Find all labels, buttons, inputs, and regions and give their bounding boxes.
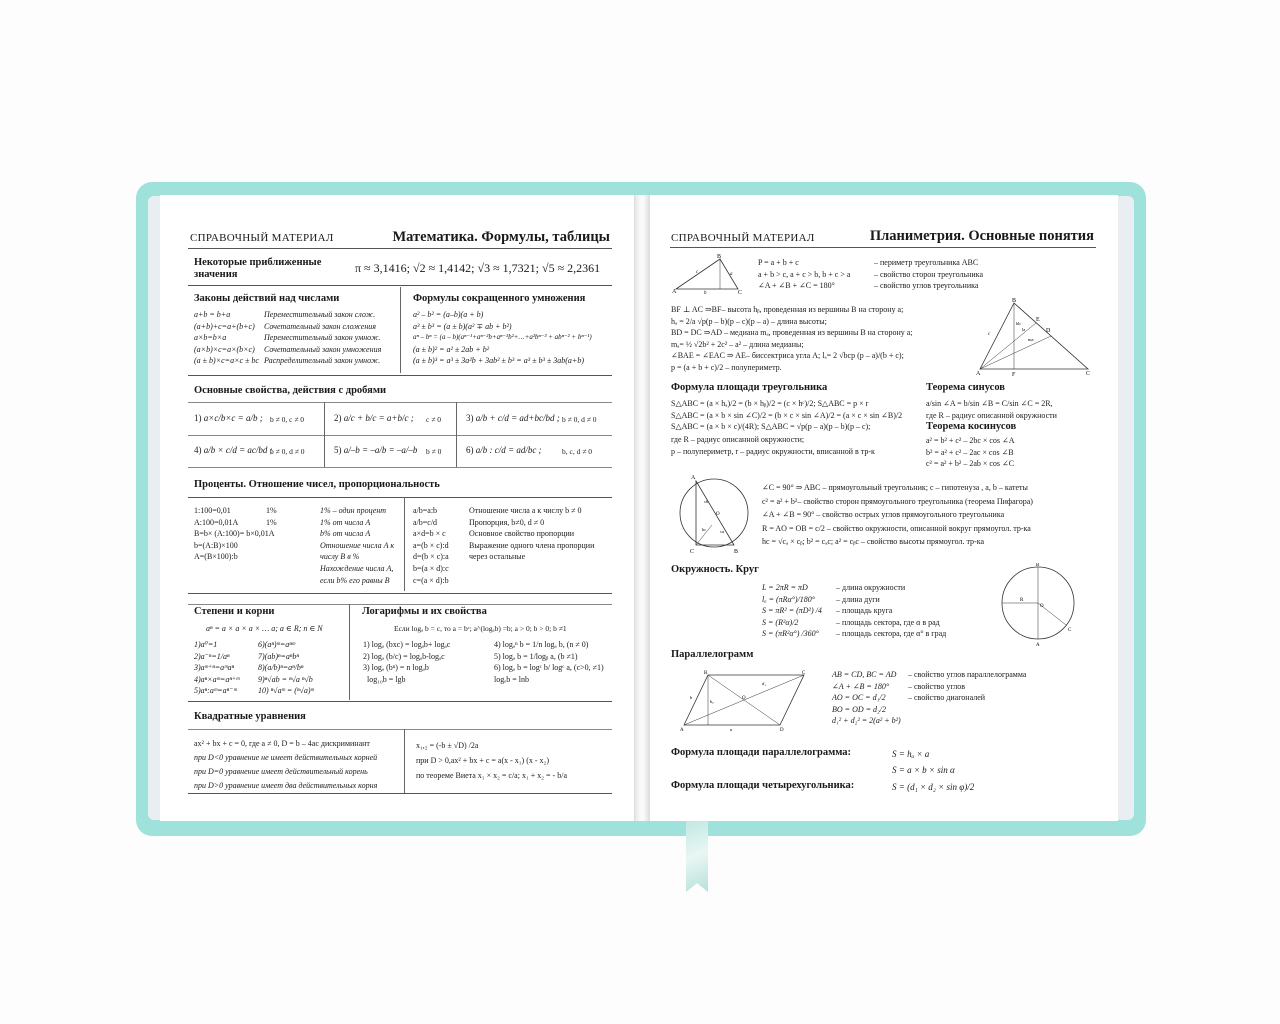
svg-text:D: D <box>780 728 784 733</box>
power-rule: 1)a⁰=1 <box>194 640 218 649</box>
sines-formula: где R – радиус описанной окружности <box>926 410 1057 420</box>
svg-text:a: a <box>730 272 733 277</box>
right-page <box>650 195 1118 821</box>
powers-colA <box>194 639 239 697</box>
area-formula: S△ABC = (a × b × sin ∠C)/2 = (b × c × sin ∠A)/2 = (a × c × sin ∠B)/2 <box>671 410 903 420</box>
circle-formula: S = (R²α)/2 <box>762 617 799 627</box>
triangle-line: p = (a + b + c)/2 – полупериметр. <box>671 362 782 372</box>
svg-text:b: b <box>704 291 707 295</box>
right-header-small: СПРАВОЧНЫЙ МАТЕРИАЛ <box>671 232 815 244</box>
svg-text:D: D <box>1046 328 1051 334</box>
law-name: Переместительный закон слож. <box>264 310 376 319</box>
laws-names <box>264 309 381 367</box>
quadratic-line: при D<0 уравнение не имеет действительных корней <box>194 753 378 762</box>
circle-formula: S = (πR²α°) /360° <box>762 629 819 639</box>
quadratic-left <box>194 736 377 793</box>
power-rule: 7)(ab)ⁿ=aⁿbⁿ <box>258 651 299 661</box>
svg-text:C: C <box>802 671 806 676</box>
right-triangle-circle-diagram <box>676 473 752 555</box>
triangle-formula: a + b > c, a + c > b, b + c > a <box>758 269 851 279</box>
proportion-formula: d=(b × c):a <box>413 552 449 562</box>
short-mult-formula: a² – b² = (a–b)(a + b) <box>413 310 484 319</box>
circle-desc <box>836 582 946 640</box>
svg-text:d₁: d₁ <box>762 681 766 686</box>
percent-desc: 1% от числа A <box>320 517 371 527</box>
divider <box>188 701 612 702</box>
cosines-title: Теорема косинусов <box>926 421 1017 432</box>
cosines-formula: c² = a² + b² – 2ab × cos ∠C <box>926 459 1015 469</box>
proportion-formula: a/b=a:b <box>413 506 438 515</box>
area-quad-label: Формула площади четырехугольника: <box>671 780 855 791</box>
svg-text:B: B <box>717 254 722 260</box>
proportion-formula: c=(a × d):b <box>413 575 449 585</box>
triangle-desc: – свойство углов треугольника <box>874 281 979 291</box>
svg-text:C: C <box>690 549 695 555</box>
svg-text:A: A <box>691 475 696 481</box>
proportion-desc: Отношение числа a к числу b ≠ 0 <box>469 506 582 515</box>
percent-formula: b=(A:B)×100 <box>194 540 238 550</box>
triangle-desc: – свойство сторон треугольника <box>874 269 983 279</box>
percent-formula: 1:100=0,01 <box>194 506 231 515</box>
right-tri-formula: R = AO = OB = c/2 – свойство окружности, описанной вокруг прямоугол. тр-ка <box>762 523 1031 533</box>
proportion-formula: a=(b × c):d <box>413 540 449 550</box>
parallelogram-formula: ∠A + ∠B = 180° <box>832 681 890 691</box>
proportion-desc: Выражение одного члена пропорции <box>469 540 595 550</box>
fraction-expr: a/b × c/d = ac/bd ; <box>203 445 273 455</box>
svg-text:la: la <box>1022 327 1026 332</box>
right-tri-formula: hc = √cₐ × cᵦ; b² = cₐc; a² = cᵦc – свойство высоты прямоугол. тр-ка <box>762 537 985 546</box>
parallelogram-formulas <box>832 669 901 727</box>
approx-label: Некоторые приближенные значения <box>194 257 322 280</box>
power-rule: 3)aᵐ⁺ⁿ=aᵐaⁿ <box>194 663 234 673</box>
short-mult-formula: aⁿ – bⁿ = (a – b)(aⁿ⁻¹+aⁿ⁻²b+aⁿ⁻³b²+…+a²bⁿ⁻³ + abⁿ⁻² + bⁿ⁻¹) <box>413 333 592 342</box>
divider <box>188 285 612 286</box>
divider <box>400 287 401 373</box>
fraction-formula-4 <box>194 445 273 457</box>
fraction-formula-3 <box>466 413 560 425</box>
parallelogram-desc-line: – свойство углов <box>908 681 965 691</box>
bookmark-ribbon <box>686 818 708 892</box>
svg-text:B: B <box>734 549 739 555</box>
divider <box>188 402 612 403</box>
right-header-title: Планиметрия. Основные понятия <box>869 228 1094 244</box>
svg-text:C: C <box>1068 628 1072 633</box>
fraction-condition: b ≠ 0, c ≠ 0 <box>270 415 305 424</box>
parallelogram-formula: AB = CD, BC = AD <box>832 670 897 679</box>
area-parallelogram-formula-2: S = a × b × sin α <box>892 765 955 775</box>
log-rule: 2) logₐ (b/c) = logₐb-logₐc <box>363 651 445 661</box>
circle-desc-line: – длина дуги <box>836 594 880 604</box>
circle-formula: lₐ = (πRα°)/180° <box>762 594 816 604</box>
short-mult-formula: (a ± b)² = a² ± 2ab + b² <box>413 344 490 354</box>
svg-text:B: B <box>1036 563 1040 568</box>
fraction-num: 6) <box>466 445 474 455</box>
law-name: Сочетательный закон сложения <box>264 321 377 331</box>
sines-formula: a/sin ∠A = b/sin ∠B = C/sin ∠C = 2R, <box>926 399 1053 408</box>
parallelogram-desc-line: – свойство углов параллелограмма <box>908 670 1027 679</box>
svg-text:R: R <box>1020 598 1024 603</box>
law-formula: (a ± b)×c=a×c ± bc <box>194 356 259 366</box>
fraction-condition: c ≠ 0 <box>426 415 441 424</box>
fraction-num: 3) <box>466 413 474 423</box>
percent-unit: 1% <box>266 517 277 527</box>
triangle-line: BD = DC ⇒AD – медиана mₐ, проведенная из вершины B на сторону a; <box>671 328 913 338</box>
right-triangle-rows <box>762 481 1033 549</box>
svg-text:A: A <box>1036 643 1040 647</box>
fraction-num: 5) <box>334 445 342 455</box>
log-rule: 6) logₐ b = logᶜ b/ logᶜ a, (c>0, ≠1) <box>494 663 604 673</box>
svg-text:hc: hc <box>702 527 707 532</box>
power-rule: 10) ⁿ√aᵐ = (ⁿ√a)ᵐ <box>258 686 314 696</box>
parallelogram-desc <box>908 669 1026 704</box>
quadratic-line: при D>0 уравнение имеет два действительных корня <box>194 781 378 790</box>
svg-text:F: F <box>1012 372 1016 377</box>
svg-text:A: A <box>680 728 684 733</box>
svg-text:ma: ma <box>1028 337 1034 342</box>
circle-title: Окружность. Круг <box>671 564 759 575</box>
logs-title: Логарифмы и их свойства <box>362 606 487 617</box>
percent-desc: Отношение числа A к числу B в % <box>320 540 395 562</box>
quadratic-line: при D > 0,ax² + bx + c = a(x - x₁) (x - x₂) <box>416 756 549 765</box>
area-rows <box>671 398 902 457</box>
power-rule: 2)a⁻ⁿ=1/aⁿ <box>194 651 230 661</box>
divider <box>188 604 612 605</box>
fraction-formula-5 <box>334 445 417 457</box>
triangle-desc: – периметр треугольника ABC <box>874 258 979 267</box>
logs-colA <box>363 639 450 685</box>
log-rule: logₑb = lnb <box>494 674 530 684</box>
fraction-expr: a/–b = –a/b = –a/–b <box>343 445 418 455</box>
power-rule: 5)aⁿ:aᵐ=aⁿ⁻ᵐ <box>194 686 237 696</box>
divider <box>349 604 350 700</box>
circle-formulas <box>762 582 822 640</box>
divider <box>188 375 612 376</box>
percent-formula: B=b× (A:100)= b×0,01A <box>194 529 275 539</box>
laws-formulas <box>194 309 259 367</box>
triangle-heights-diagram <box>976 297 1092 377</box>
fraction-expr: a/b + c/d = ad+bc/bd ; <box>475 413 560 423</box>
percent-col1 <box>194 505 275 563</box>
cosines-formula: b² = a² + c² – 2ac × cos ∠B <box>926 447 1014 457</box>
percent-desc: Нахождение числа A, если b% его равны B <box>320 563 394 585</box>
left-header-title: Математика. Формулы, таблицы <box>392 229 610 245</box>
svg-text:C: C <box>738 290 743 295</box>
law-formula: (a×b)×c=a×(b×c) <box>194 344 255 354</box>
right-tri-formula: c² = a² + b²– свойство сторон прямоугольного треугольника (теорема Пифагора) <box>762 496 1033 506</box>
svg-text:b: b <box>690 695 693 700</box>
svg-text:C: C <box>1086 371 1091 377</box>
fraction-expr: a/c + b/c = a+b/c ; <box>343 413 414 423</box>
proportion-formula: a/b=c/d <box>413 517 438 527</box>
area-formula: p – полупериметр, r – радиус окружности, вписанной в тр-к <box>671 446 875 456</box>
percent-desc: b% от числа A <box>320 529 371 539</box>
quadratic-line: ax² + bx + c = 0, где a ≠ 0, D = b – 4ac дискриминант <box>194 739 370 748</box>
log-rule: 3) logₐ (bⁿ) = n logₐb <box>363 663 429 673</box>
percent-col5 <box>469 505 594 563</box>
svg-text:hₐ: hₐ <box>710 699 714 704</box>
fraction-formula-6 <box>466 445 542 457</box>
law-formula: a+b = b+a <box>194 310 231 319</box>
triangle-line: mₐ= ½ √2b² + 2c² – a² – длина медианы; <box>671 339 804 349</box>
area-formula: S△ABC = (a × b × c)/(4R); S△ABC = √p(p – a)(p – b)(p – c); <box>671 422 871 432</box>
laws-title: Законы действий над числами <box>194 293 340 304</box>
left-header-small: СПРАВОЧНЫЙ МАТЕРИАЛ <box>190 232 334 244</box>
svg-text:B: B <box>1012 298 1017 304</box>
svg-text:O: O <box>716 512 720 517</box>
logs-def: Если logₐ b = c, то a = bᶜ; a^(logₐb) =b; a > 0; b > 0; b ≠1 <box>394 624 567 633</box>
divider <box>188 793 612 794</box>
law-name: Сочетательный закон умножения <box>264 344 382 354</box>
log-rule: 1) logₐ (bxc) = logₐb+ logₐc <box>363 640 451 649</box>
cosines-formula: a² = b² + c² – 2bc × cos ∠A <box>926 436 1015 445</box>
divider <box>188 467 612 468</box>
triangle-line: hₐ = 2/a √p(p – b)(p – c)(p – a) – длина высоты; <box>671 316 827 326</box>
triangle-lines <box>671 304 913 374</box>
percent-unit: 1% <box>266 506 277 515</box>
divider <box>670 247 1096 248</box>
logs-colB <box>494 639 604 685</box>
divider <box>404 729 405 793</box>
divider <box>404 497 405 591</box>
powers-colB <box>258 639 314 697</box>
powers-title: Степени и корни <box>194 606 275 617</box>
right-tri-formula: ∠A + ∠B = 90° – свойство острых углов прямоугольного треугольника <box>762 510 1005 519</box>
fraction-formula-1 <box>194 413 263 425</box>
fraction-condition: b ≠ 0, d ≠ 0 <box>562 415 597 424</box>
left-page <box>160 195 635 821</box>
svg-text:ca: ca <box>720 529 724 534</box>
book-gutter <box>634 195 650 821</box>
fraction-formula-2 <box>334 413 414 425</box>
quadratic-line: x₁,₂ = (-b ± √D) /2a <box>416 741 479 750</box>
proportion-formula: b=(a × d):c <box>413 563 449 573</box>
log-rule: 4) logₐⁿ b = 1/n logₐ b, (n ≠ 0) <box>494 640 589 649</box>
fraction-condition: b ≠ 0 <box>426 447 442 456</box>
fraction-condition: b ≠ 0, d ≠ 0 <box>270 447 305 456</box>
fraction-condition: b, c, d ≠ 0 <box>562 447 592 456</box>
circle-formula: S = πR² = (πD²) /4 <box>762 606 822 616</box>
circle-diagram <box>998 563 1078 647</box>
law-name: Распределительный закон умнож. <box>264 356 381 366</box>
divider <box>188 435 612 436</box>
circle-desc-line: – площадь сектора, где α в рад <box>836 617 940 627</box>
short-mult-title: Формулы сокращенного умножения <box>413 293 586 304</box>
divider <box>188 593 612 594</box>
fraction-num: 2) <box>334 413 342 423</box>
circle-desc-line: – длина окружности <box>836 583 906 592</box>
fraction-expr: a×c/b×c = a/b ; <box>203 413 263 423</box>
power-rule: 6)(aⁿ)ᵐ=aⁿᵐ <box>258 640 296 649</box>
log-rule: log₁₀b = lgb <box>367 674 406 684</box>
quadratic-line: при D=0 уравнение имеет действительный корень <box>194 767 368 776</box>
svg-text:c: c <box>988 332 991 337</box>
percent-desc: 1% – один процент <box>320 506 387 515</box>
power-rule: 9)ⁿ√ab = ⁿ√a ⁿ√b <box>258 674 313 684</box>
proportion-desc: Основное свойство пропорции <box>469 529 575 539</box>
divider <box>324 402 325 467</box>
percent-title: Проценты. Отношение чисел, пропорциональность <box>194 479 440 490</box>
svg-text:cb: cb <box>704 499 709 504</box>
cosines-rows <box>926 435 1015 470</box>
area-formula: S△ABC = (a × hₐ)/2 = (b × hᵦ)/2 = (c × hᶜ)/2; S△ABC = p × r <box>671 399 869 408</box>
divider <box>456 402 457 467</box>
percent-col4 <box>413 505 449 586</box>
short-mult-formula: a³ ± b³ = (a ± b)(a² ∓ ab + b²) <box>413 321 512 331</box>
short-mult-formula: (a ± b)³ = a³ ± 3a²b + 3ab² ± b³ = a³ ± b³ ± 3ab(a+b) <box>413 356 584 366</box>
percent-col3 <box>320 505 396 586</box>
svg-text:E: E <box>1036 317 1040 323</box>
parallelogram-title: Параллелограмм <box>671 649 754 660</box>
parallelogram-formula: d₁² + d₂² = 2(a² + b²) <box>832 716 901 726</box>
triangle-basic-formulas <box>758 257 850 292</box>
quadratic-line: по теореме Виета x₁ × x₂ = c/a; x₁ + x₂ = - b/a <box>416 771 567 780</box>
parallelogram-formula: BO = OD = d₂/2 <box>832 704 887 714</box>
svg-text:O: O <box>742 696 746 701</box>
divider <box>188 497 612 498</box>
triangle-formula: ∠A + ∠B + ∠C = 180° <box>758 281 835 291</box>
area-parallelogram-label: Формула площади параллелограмма: <box>671 747 852 758</box>
svg-text:A: A <box>976 371 981 377</box>
law-formula: (a+b)+c=a+(b+c) <box>194 321 255 331</box>
quadratic-title: Квадратные уравнения <box>194 711 306 722</box>
fractions-title: Основные свойства, действия с дробями <box>194 385 387 396</box>
approx-values: π ≈ 3,1416; √2 ≈ 1,4142; √3 ≈ 1,7321; √5 ≈ 2,2361 <box>355 261 601 275</box>
power-rule: 4)aⁿ×aᵐ=aⁿ⁺ᵐ <box>194 674 240 684</box>
proportion-desc: через остальные <box>469 552 526 562</box>
log-rule: 5) logₐ b = 1/logᵦ a, (b ≠1) <box>494 651 578 661</box>
divider <box>188 729 612 730</box>
power-rule: 8)(a/b)ⁿ=aⁿ/bⁿ <box>258 663 304 673</box>
law-name: Переместительный закон умнож. <box>264 333 381 343</box>
circle-formula: L = 2πR = πD <box>762 583 808 592</box>
svg-text:B: B <box>704 671 708 676</box>
triangle-basic-desc <box>874 257 983 292</box>
parallelogram-desc-line: – свойство диагоналей <box>908 693 986 703</box>
triangle-line: ∠BAE = ∠EAC ⇒ AE– биссектриса угла A; lₐ= 2 √bcp (p – a)/(b + c); <box>671 351 904 361</box>
circle-desc-line: – площадь сектора, где α° в град <box>836 629 947 639</box>
fraction-num: 1) <box>194 413 202 423</box>
area-quad-formula: S = (d₁ × d₂ × sin φ)/2 <box>892 782 975 792</box>
sines-rows <box>926 398 1057 421</box>
svg-text:O: O <box>1040 604 1044 609</box>
area-parallelogram-formula-1: S = hₐ × a <box>892 749 930 759</box>
parallelogram-formula: AO = OC = d₁/2 <box>832 693 886 703</box>
proportion-desc: Пропорция, b≠0, d ≠ 0 <box>469 517 545 527</box>
svg-text:a: a <box>730 727 733 732</box>
quadratic-right <box>416 738 567 783</box>
percent-col2 <box>266 505 277 528</box>
parallelogram-diagram <box>680 669 808 733</box>
triangle-formula: P = a + b + c <box>758 258 799 267</box>
proportion-formula: a×d=b × c <box>413 529 446 539</box>
circle-desc-line: – площадь круга <box>836 606 893 616</box>
percent-formula: A:100=0,01A <box>194 517 239 527</box>
fraction-expr: a/b : c/d = ad/bc ; <box>475 445 542 455</box>
area-formula: где R – радиус описанной окружности; <box>671 434 805 444</box>
law-formula: a×b=b×a <box>194 333 227 343</box>
svg-text:hb: hb <box>1016 321 1021 326</box>
fraction-num: 4) <box>194 445 202 455</box>
triangle-line: BF ⊥ AC ⇒BF– высота hᵦ, проведенная из вершины B на сторону a; <box>671 305 904 314</box>
short-mult-formulas <box>413 309 592 367</box>
powers-def: aⁿ = a × a × a × … a; a ∈ R; n ∈ N <box>206 624 323 633</box>
svg-text:c: c <box>696 270 699 275</box>
area-title: Формула площади треугольника <box>671 382 828 393</box>
svg-text:A: A <box>672 289 677 295</box>
right-tri-formula: ∠C = 90° ⇒ ABC – прямоугольный треугольник; c – гипотенуза , a, b – катеты <box>762 483 1028 492</box>
sines-title: Теорема синусов <box>926 382 1005 393</box>
divider <box>188 248 612 249</box>
triangle-diagram <box>672 253 744 295</box>
percent-formula: A=(B×100):b <box>194 552 238 562</box>
